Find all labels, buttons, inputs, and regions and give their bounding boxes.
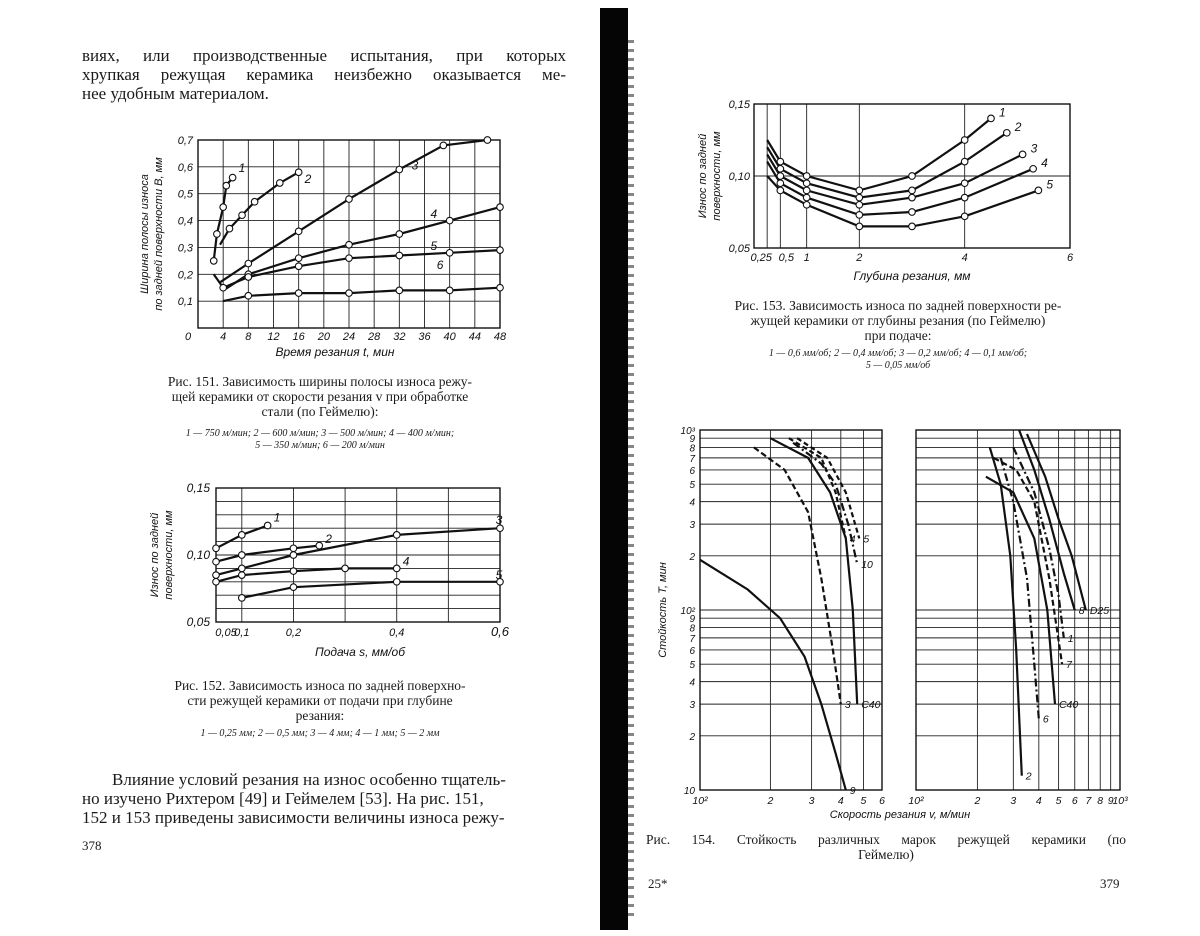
x-tick-label: 0,1 [234, 627, 250, 639]
curve-fig154-7 [994, 458, 1063, 664]
data-point [803, 202, 810, 209]
y-tick-label: 0,2 [177, 269, 193, 282]
legend-line: 5 — 0,05 мм/об [865, 360, 931, 371]
curve-label: 1 [1067, 632, 1074, 645]
chart-grid [700, 430, 882, 790]
y-tick-label: 0,15 [728, 99, 750, 111]
data-point [290, 584, 297, 591]
data-point [295, 228, 302, 235]
data-point [239, 212, 246, 219]
y-tick-label: 8 [689, 623, 695, 635]
data-point [1019, 151, 1026, 158]
y-tick-label: 10 [683, 786, 695, 797]
x-axis-label: Глубина резания, мм [853, 269, 971, 283]
x-tick-label: 32 [393, 331, 406, 343]
curve-label: 5 [495, 568, 503, 583]
x-tick-label: 8 [245, 331, 252, 343]
caption-line: Рис. 154. Стойкость различных марок режущей керамики (по [646, 832, 1126, 847]
data-point [446, 250, 453, 257]
y-axis-label: Износ по задней [697, 133, 709, 219]
data-point [229, 174, 236, 181]
x-tick-label: 16 [292, 331, 305, 343]
text-line: виях, или производственные испытания, при которых [82, 46, 566, 65]
x-tick-label: 10² [692, 795, 708, 807]
x-tick-label: 2 [767, 795, 774, 807]
y-axis-label: поверхности, мм [711, 131, 723, 221]
caption-line: сти режущей керамики от подачи при глубине [187, 693, 453, 708]
data-point [909, 209, 916, 216]
curve-fig154-2 [990, 447, 1022, 775]
data-point [346, 255, 353, 262]
page-number-right: 379 [1100, 876, 1120, 891]
y-tick-label: 9 [689, 434, 695, 446]
curve-label: 3 [1030, 141, 1038, 156]
caption-fig153 [688, 298, 1108, 343]
data-point [961, 137, 968, 144]
curve-label: 1 [238, 161, 246, 176]
x-tick-label: 44 [468, 331, 481, 343]
data-point [446, 287, 453, 294]
x-tick-label: 3 [1010, 795, 1017, 807]
right-page [600, 0, 1200, 936]
curve-label: C40 [1058, 699, 1079, 712]
x-tick-label: 28 [368, 331, 381, 343]
curve-label: 3 [411, 158, 419, 173]
data-point [239, 565, 246, 572]
y-tick-label: 3 [689, 520, 695, 532]
legend-line: 1 — 0,6 мм/об; 2 — 0,4 мм/об; 3 — 0,2 мм/об; 4 — 0,1 мм/об; [768, 348, 1028, 359]
x-tick-label: 24 [342, 331, 356, 343]
data-point [393, 565, 400, 572]
data-point [856, 223, 863, 230]
curve-label: 3 [495, 513, 503, 528]
y-axis-label: Износ по задней [149, 512, 161, 598]
data-point [245, 292, 252, 299]
data-point [316, 542, 323, 549]
data-point [295, 255, 302, 262]
chart-fig151 [0, 120, 600, 480]
data-point [251, 198, 258, 205]
curve-label: D25 [1089, 605, 1110, 617]
data-point [777, 180, 784, 187]
caption-fig152 [140, 678, 500, 723]
legend-fig151 [120, 428, 520, 452]
x-tick-label: 4 [220, 331, 227, 343]
y-tick-label: 0,4 [177, 215, 193, 228]
data-point [856, 212, 863, 219]
y-tick-label: 0,05 [186, 615, 210, 629]
y-tick-label: 5 [689, 660, 695, 672]
legend-fig153 [688, 348, 1108, 372]
data-point [1030, 166, 1037, 173]
x-tick-label: 5 [1055, 795, 1062, 807]
data-point [803, 180, 810, 187]
data-point [909, 173, 916, 180]
y-tick-label: 0,15 [186, 481, 210, 495]
text-line: Влияние условий резания на износ особенно тщатель- [112, 770, 506, 789]
curve-label: 4 [849, 533, 856, 546]
x-tick-label: 1 [803, 252, 810, 264]
y-tick-label: 4 [689, 497, 695, 509]
data-point [220, 204, 227, 211]
curve-label: 8 [1078, 605, 1085, 617]
text-line: хрупкая режущая керамика неизбежно оказывается ме- [82, 65, 566, 84]
data-point [342, 565, 349, 572]
legend-line: 1 — 750 м/мин; 2 — 600 м/мин; 3 — 500 м/мин; 4 — 400 м/мин; [185, 428, 455, 439]
caption-line: резания: [295, 708, 345, 723]
data-point [497, 284, 504, 291]
caption-line: Рис. 151. Зависимость ширины полосы износа режу- [167, 374, 473, 389]
y-tick-label: 7 [689, 633, 695, 645]
x-tick-label: 0,4 [389, 627, 405, 639]
x-tick-label: 0 [184, 331, 192, 343]
data-point [346, 196, 353, 203]
x-tick-label: 12 [267, 331, 280, 343]
data-point [295, 263, 302, 270]
curve-fig154-D25 [1027, 434, 1086, 610]
curve-label: 2 [1014, 119, 1022, 134]
chart-grid [216, 488, 500, 622]
data-point [226, 225, 233, 232]
curve-label: 1 [999, 105, 1006, 120]
x-tick-label: 0,5 [778, 252, 794, 264]
y-tick-label: 4 [689, 677, 695, 689]
data-point [239, 532, 246, 539]
curve-label: 10 [861, 559, 873, 572]
caption-line: Рис. 152. Зависимость износа по задней поверхно- [174, 678, 466, 693]
series-fig151-6 [223, 288, 500, 301]
y-tick-label: 10² [680, 606, 695, 617]
data-point [239, 572, 246, 579]
caption-line: при подаче: [864, 328, 932, 343]
y-tick-label: 2 [689, 551, 695, 563]
data-point [393, 579, 400, 586]
text-line: 152 и 153 приведены зависимости величины износа режу- [82, 808, 505, 827]
x-tick-label: 48 [493, 331, 507, 343]
x-axis-label: Подача s, мм/об [315, 645, 405, 659]
data-point [961, 158, 968, 165]
data-point [346, 241, 353, 248]
x-tick-label: 5 [860, 795, 867, 807]
data-point [856, 202, 863, 209]
x-tick-label: 3 [808, 795, 815, 807]
x-tick-label: 4 [961, 252, 968, 264]
caption-fig151 [120, 374, 520, 419]
data-point [213, 572, 220, 579]
y-tick-label: 7 [689, 453, 695, 465]
data-point [856, 187, 863, 194]
y-tick-label: 0,7 [177, 135, 193, 147]
caption-line: Геймелю) [858, 847, 914, 862]
top-paragraph [82, 46, 566, 103]
y-tick-label: 9 [689, 614, 695, 626]
data-point [1004, 130, 1011, 137]
data-point [393, 532, 400, 539]
x-tick-label: 36 [418, 331, 431, 343]
bottom-paragraph [82, 770, 566, 827]
curve-label: 4 [430, 206, 438, 221]
x-axis-label: Скорость резания v, м/мин [829, 809, 971, 821]
data-point [213, 558, 220, 565]
data-point [346, 290, 353, 297]
series-fig151-5 [214, 250, 500, 288]
x-tick-label: 7 [1085, 795, 1092, 807]
x-tick-label: 6 [1066, 252, 1074, 264]
text-line: но изучено Рихтером [49] и Геймелем [53]. На рис. 151, [82, 789, 484, 808]
x-tick-label: 0,2 [285, 627, 302, 639]
series-fig151-2 [220, 172, 299, 245]
data-point [295, 169, 302, 176]
data-point [446, 217, 453, 224]
data-point [803, 194, 810, 201]
curve-label: 2 [304, 171, 312, 186]
curve-label: 6 [1042, 713, 1049, 726]
data-point [290, 568, 297, 575]
curve-label: 4 [1041, 155, 1048, 170]
data-point [856, 194, 863, 201]
x-tick-label: 40 [443, 331, 456, 343]
data-point [497, 247, 504, 254]
curve-label: 3 [844, 699, 851, 712]
x-tick-label: 20 [317, 331, 330, 343]
x-tick-label: 2 [856, 252, 863, 264]
y-tick-label: 2 [689, 731, 695, 743]
chart-fig152 [0, 474, 600, 674]
curve-label: C40 [861, 699, 881, 712]
curve-fig154-6 [1001, 458, 1039, 719]
data-point [909, 223, 916, 230]
curve-label: 5 [1046, 177, 1054, 192]
chart-fig153 [600, 88, 1200, 288]
curve-label: 5 [863, 533, 870, 546]
data-point [213, 545, 220, 552]
x-tick-label: 9 [1107, 795, 1114, 807]
x-axis-label: Время резания t, мин [275, 345, 395, 359]
data-point [396, 287, 403, 294]
data-point [396, 231, 403, 238]
data-point [497, 204, 504, 211]
data-point [440, 142, 447, 149]
y-tick-label: 0,1 [177, 296, 193, 309]
curve-label: 6 [436, 257, 444, 272]
y-tick-label: 0,05 [728, 243, 750, 255]
y-tick-label: 0,5 [177, 188, 193, 201]
data-point [484, 137, 491, 144]
x-tick-label: 6 [1071, 795, 1078, 807]
y-tick-label: 3 [689, 700, 695, 712]
data-point [396, 252, 403, 259]
legend-line: 1 — 0,25 мм; 2 — 0,5 мм; 3 — 4 мм; 4 — 1 мм; 5 — 2 мм [200, 728, 440, 739]
data-point [220, 284, 227, 291]
data-point [909, 187, 916, 194]
y-tick-label: 10³ [680, 426, 695, 437]
data-point [276, 180, 283, 187]
caption-line: стали (по Геймелю): [261, 404, 379, 419]
data-point [239, 552, 246, 559]
data-point [396, 166, 403, 173]
x-tick-label: 10³ [1112, 795, 1128, 807]
curve-label: 1 [273, 510, 281, 525]
y-tick-label: 6 [689, 645, 695, 657]
data-point [961, 180, 968, 187]
curve-label: 2 [1025, 770, 1032, 783]
y-axis-label: по задней поверхности B, мм [153, 157, 165, 311]
data-point [239, 595, 246, 602]
x-tick-label: 6 [879, 795, 885, 807]
data-point [214, 231, 221, 238]
y-axis-label: поверхности, мм [163, 510, 175, 600]
x-tick-label: 4 [837, 795, 844, 807]
x-tick-label: 0,05 [215, 627, 237, 639]
x-tick-label: 0,25 [750, 252, 772, 264]
signature-mark: 25* [648, 876, 668, 891]
x-tick-label: 8 [1097, 795, 1104, 807]
curve-label: 7 [1066, 659, 1072, 672]
caption-line: жущей керамики от глубины резания (по Геймелю) [750, 313, 1046, 328]
legend-line: 5 — 350 м/мин; 6 — 200 м/мин [255, 440, 385, 451]
page-number-left: 378 [82, 838, 102, 853]
data-point [223, 182, 230, 189]
curve-fig154-9 [700, 560, 846, 790]
series-fig151-4 [223, 207, 500, 290]
y-tick-label: 5 [689, 480, 695, 492]
data-point [210, 258, 217, 265]
data-point [290, 545, 297, 552]
caption-line: Рис. 153. Зависимость износа по задней поверхности ре- [734, 298, 1062, 313]
data-point [961, 213, 968, 220]
y-tick-label: 0,3 [177, 242, 193, 255]
data-point [245, 260, 252, 267]
y-tick-label: 0,10 [728, 171, 750, 183]
y-tick-label: 0,6 [177, 161, 193, 174]
y-axis-label: Ширина полосы износа [139, 174, 151, 294]
y-tick-label: 8 [689, 443, 695, 455]
caption-fig154 [646, 832, 1126, 862]
curve-fig154-C40 [986, 477, 1055, 704]
data-point [961, 194, 968, 201]
data-point [1035, 187, 1042, 194]
x-tick-label: 10² [908, 795, 924, 807]
data-point [245, 274, 252, 281]
y-axis-label: Стойкость T, мин [657, 562, 669, 658]
x-tick-label: 2 [974, 795, 981, 807]
data-point [909, 194, 916, 201]
series-fig151-3 [220, 140, 487, 282]
data-point [803, 187, 810, 194]
data-point [988, 115, 995, 122]
data-point [803, 173, 810, 180]
curve-label: 2 [325, 531, 332, 546]
text-line: нее удобным материалом. [82, 84, 269, 103]
data-point [213, 579, 220, 586]
data-point [264, 522, 271, 529]
x-tick-label: 0,6 [490, 624, 510, 639]
legend-fig152 [140, 728, 500, 740]
data-point [290, 552, 297, 559]
y-tick-label: 0,10 [186, 548, 210, 562]
data-point [295, 290, 302, 297]
data-point [777, 187, 784, 194]
chart-fig154 [600, 410, 1200, 850]
y-tick-label: 6 [689, 465, 695, 477]
caption-line: щей керамики от скорости резания v при обработке [171, 389, 469, 404]
curve-label: 9 [849, 785, 856, 797]
x-tick-label: 4 [1035, 795, 1042, 807]
curve-label: 5 [430, 239, 438, 254]
curve-label: 4 [402, 554, 410, 569]
curve-fig154-3 [754, 447, 841, 704]
